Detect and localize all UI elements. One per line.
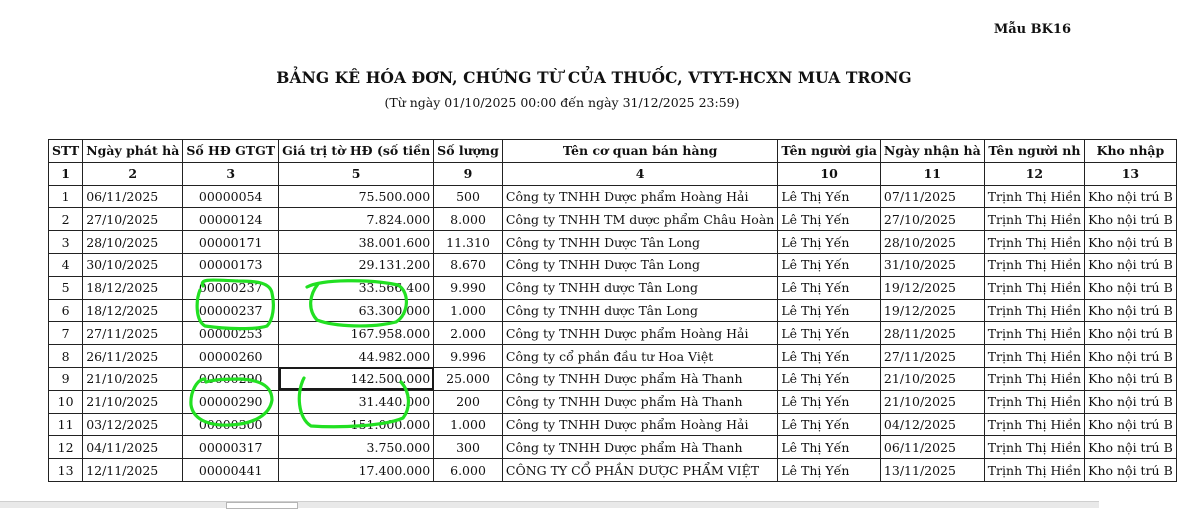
buyer-name-cell[interactable]: Lê Thị Yến [778,299,881,322]
column-number: 3 [183,162,279,185]
table-row [49,208,1177,231]
quantity-cell[interactable]: 6.000 [434,459,503,482]
quantity-cell[interactable]: 8.000 [434,208,503,231]
table-row [49,413,1177,436]
column-header: Tên cơ quan bán hàng [502,140,777,163]
warehouse-cell[interactable]: Kho nội trú B [1085,208,1177,231]
invoice-value-cell[interactable]: 151.000.000 [279,413,434,436]
invoice-value-cell[interactable]: 142.500.000 [279,367,434,390]
warehouse-cell[interactable]: Kho nội trú B [1085,345,1177,368]
invoice-table [48,139,1177,482]
column-header: Ngày nhận hà [880,140,984,163]
quantity-cell[interactable]: 11.310 [434,231,503,254]
buyer-name-cell[interactable]: Lê Thị Yến [778,185,881,208]
issue-date-cell[interactable]: 27/10/2025 [83,208,183,231]
buyer-name-cell[interactable]: Lê Thị Yến [778,459,881,482]
invoice-value-cell[interactable]: 75.500.000 [279,185,434,208]
quantity-cell[interactable]: 9.996 [434,345,503,368]
quantity-cell[interactable]: 500 [434,185,503,208]
invoice-number-cell[interactable]: 00000260 [183,345,279,368]
header-row [49,140,1177,163]
stt-cell[interactable]: 12 [49,436,83,459]
seller-name-cell[interactable]: Công ty TNHH TM dược phẩm Châu Hoàn [502,208,777,231]
column-number: 4 [502,162,777,185]
column-header: Tên người nh [984,140,1084,163]
stt-cell[interactable]: 11 [49,413,83,436]
issue-date-cell[interactable]: 26/11/2025 [83,345,183,368]
buyer-name-cell[interactable]: Lê Thị Yến [778,345,881,368]
column-number: 1 [49,162,83,185]
column-number: 2 [83,162,183,185]
warehouse-cell[interactable]: Kho nội trú B [1085,367,1177,390]
stt-cell[interactable]: 4 [49,253,83,276]
receive-date-cell[interactable]: 13/11/2025 [880,459,984,482]
table-row [49,390,1177,413]
receive-date-cell[interactable]: 07/11/2025 [880,185,984,208]
table-row [49,322,1177,345]
receiver-name-cell[interactable]: Trịnh Thị Hiền [984,208,1084,231]
stt-cell[interactable]: 2 [49,208,83,231]
quantity-cell[interactable]: 200 [434,390,503,413]
column-header: Ngày phát hà [83,140,183,163]
issue-date-cell[interactable]: 04/11/2025 [83,436,183,459]
buyer-name-cell[interactable]: Lê Thị Yến [778,208,881,231]
form-code: Mẫu BK16 [993,22,1071,37]
seller-name-cell[interactable]: Công ty TNHH Dược phẩm Hoàng Hải [502,413,777,436]
issue-date-cell[interactable]: 28/10/2025 [83,231,183,254]
warehouse-cell[interactable]: Kho nội trú B [1085,253,1177,276]
seller-name-cell[interactable]: Công ty TNHH Dược phẩm Hoàng Hải [502,322,777,345]
invoice-number-cell[interactable]: 00000124 [183,208,279,231]
seller-name-cell[interactable]: Công ty TNHH Dược phẩm Hà Thanh [502,367,777,390]
issue-date-cell[interactable]: 06/11/2025 [83,185,183,208]
table-row [49,436,1177,459]
invoice-number-cell[interactable]: 00000171 [183,231,279,254]
receive-date-cell[interactable]: 28/11/2025 [880,322,984,345]
table-row [49,345,1177,368]
invoice-value-cell[interactable]: 44.982.000 [279,345,434,368]
column-number: 12 [984,162,1084,185]
stt-cell[interactable]: 5 [49,276,83,299]
column-number-row [49,162,1177,185]
invoice-number-cell[interactable]: 00000441 [183,459,279,482]
column-number: 13 [1085,162,1177,185]
column-header: Tên người gia [778,140,881,163]
horizontal-scrollbar[interactable] [0,501,1099,508]
stt-cell[interactable]: 6 [49,299,83,322]
seller-name-cell[interactable]: CÔNG TY CỔ PHẦN DƯỢC PHẨM VIỆT [502,459,777,482]
report-title: BẢNG KÊ HÓA ĐƠN, CHỨNG TỪ CỦA THUỐC, VTYT-HCXN MUA TRONG [276,68,912,87]
receive-date-cell[interactable]: 27/11/2025 [880,345,984,368]
invoice-number-cell[interactable]: 00000290 [183,390,279,413]
receiver-name-cell[interactable]: Trịnh Thị Hiền [984,459,1084,482]
invoice-value-cell[interactable]: 3.750.000 [279,436,434,459]
receiver-name-cell[interactable]: Trịnh Thị Hiền [984,436,1084,459]
buyer-name-cell[interactable]: Lê Thị Yến [778,390,881,413]
receive-date-cell[interactable]: 27/10/2025 [880,208,984,231]
receive-date-cell[interactable]: 31/10/2025 [880,253,984,276]
invoice-value-cell[interactable]: 38.001.600 [279,231,434,254]
buyer-name-cell[interactable]: Lê Thị Yến [778,436,881,459]
issue-date-cell[interactable]: 12/11/2025 [83,459,183,482]
column-header: Số lượng [434,140,503,163]
buyer-name-cell[interactable]: Lê Thị Yến [778,253,881,276]
invoice-number-cell[interactable]: 00000173 [183,253,279,276]
stt-cell[interactable]: 7 [49,322,83,345]
issue-date-cell[interactable]: 21/10/2025 [83,367,183,390]
invoice-value-cell[interactable]: 29.131.200 [279,253,434,276]
receive-date-cell[interactable]: 04/12/2025 [880,413,984,436]
invoice-number-cell[interactable]: 00000237 [183,276,279,299]
receive-date-cell[interactable]: 19/12/2025 [880,276,984,299]
column-header: STT [49,140,83,163]
table-row [49,276,1177,299]
warehouse-cell[interactable]: Kho nội trú B [1085,436,1177,459]
warehouse-cell[interactable]: Kho nội trú B [1085,185,1177,208]
table-row [49,459,1177,482]
receive-date-cell[interactable]: 21/10/2025 [880,390,984,413]
invoice-value-cell[interactable]: 167.958.000 [279,322,434,345]
quantity-cell[interactable]: 2.000 [434,322,503,345]
buyer-name-cell[interactable]: Lê Thị Yến [778,276,881,299]
table-row [49,185,1177,208]
seller-name-cell[interactable]: Công ty TNHH Dược phẩm Hà Thanh [502,390,777,413]
seller-name-cell[interactable]: Công ty TNHH Dược phẩm Hoàng Hải [502,185,777,208]
quantity-cell[interactable]: 8.670 [434,253,503,276]
issue-date-cell[interactable]: 27/11/2025 [83,322,183,345]
seller-name-cell[interactable]: Công ty TNHH dược Tân Long [502,276,777,299]
invoice-number-cell[interactable]: 00000253 [183,322,279,345]
invoice-value-cell[interactable]: 33.566.400 [279,276,434,299]
seller-name-cell[interactable]: Công ty TNHH dược Tân Long [502,299,777,322]
warehouse-cell[interactable]: Kho nội trú B [1085,322,1177,345]
invoice-number-cell[interactable]: 00000317 [183,436,279,459]
receiver-name-cell[interactable]: Trịnh Thị Hiền [984,413,1084,436]
receiver-name-cell[interactable]: Trịnh Thị Hiền [984,299,1084,322]
warehouse-cell[interactable]: Kho nội trú B [1085,390,1177,413]
receiver-name-cell[interactable]: Trịnh Thị Hiền [984,345,1084,368]
buyer-name-cell[interactable]: Lê Thị Yến [778,367,881,390]
receiver-name-cell[interactable]: Trịnh Thị Hiền [984,390,1084,413]
buyer-name-cell[interactable]: Lê Thị Yến [778,322,881,345]
buyer-name-cell[interactable]: Lê Thị Yến [778,413,881,436]
receiver-name-cell[interactable]: Trịnh Thị Hiền [984,322,1084,345]
column-number: 10 [778,162,881,185]
column-header: Số HĐ GTGT [183,140,279,163]
stt-cell[interactable]: 3 [49,231,83,254]
column-number: 9 [434,162,503,185]
scrollbar-thumb[interactable] [226,502,298,509]
invoice-number-cell[interactable]: 00000300 [183,413,279,436]
receive-date-cell[interactable]: 19/12/2025 [880,299,984,322]
invoice-number-cell[interactable]: 00000237 [183,299,279,322]
quantity-cell[interactable]: 1.000 [434,299,503,322]
invoice-value-cell[interactable]: 7.824.000 [279,208,434,231]
column-number: 11 [880,162,984,185]
seller-name-cell[interactable]: Công ty TNHH Dược Tân Long [502,253,777,276]
invoice-number-cell[interactable]: 00000290 [183,367,279,390]
stt-cell[interactable]: 10 [49,390,83,413]
table-row [49,253,1177,276]
issue-date-cell[interactable]: 03/12/2025 [83,413,183,436]
column-header: Kho nhập [1085,140,1177,163]
receiver-name-cell[interactable]: Trịnh Thị Hiền [984,231,1084,254]
quantity-cell[interactable]: 9.990 [434,276,503,299]
warehouse-cell[interactable]: Kho nội trú B [1085,276,1177,299]
invoice-value-cell[interactable]: 31.440.000 [279,390,434,413]
stt-cell[interactable]: 9 [49,367,83,390]
receiver-name-cell[interactable]: Trịnh Thị Hiền [984,276,1084,299]
table-row [49,367,1177,390]
column-number: 5 [279,162,434,185]
warehouse-cell[interactable]: Kho nội trú B [1085,413,1177,436]
issue-date-cell[interactable]: 21/10/2025 [83,390,183,413]
quantity-cell[interactable]: 1.000 [434,413,503,436]
buyer-name-cell[interactable]: Lê Thị Yến [778,231,881,254]
invoice-value-cell[interactable]: 17.400.000 [279,459,434,482]
warehouse-cell[interactable]: Kho nội trú B [1085,231,1177,254]
quantity-cell[interactable]: 300 [434,436,503,459]
invoice-value-cell[interactable]: 63.300.000 [279,299,434,322]
issue-date-cell[interactable]: 18/12/2025 [83,276,183,299]
warehouse-cell[interactable]: Kho nội trú B [1085,459,1177,482]
receive-date-cell[interactable]: 21/10/2025 [880,367,984,390]
receive-date-cell[interactable]: 28/10/2025 [880,231,984,254]
receiver-name-cell[interactable]: Trịnh Thị Hiền [984,367,1084,390]
seller-name-cell[interactable]: Công ty TNHH Dược phẩm Hà Thanh [502,436,777,459]
quantity-cell[interactable]: 25.000 [434,367,503,390]
stt-cell[interactable]: 13 [49,459,83,482]
stt-cell[interactable]: 1 [49,185,83,208]
receiver-name-cell[interactable]: Trịnh Thị Hiền [984,253,1084,276]
stt-cell[interactable]: 8 [49,345,83,368]
issue-date-cell[interactable]: 18/12/2025 [83,299,183,322]
receive-date-cell[interactable]: 06/11/2025 [880,436,984,459]
seller-name-cell[interactable]: Công ty TNHH Dược Tân Long [502,231,777,254]
table-row [49,299,1177,322]
receiver-name-cell[interactable]: Trịnh Thị Hiền [984,185,1084,208]
invoice-number-cell[interactable]: 00000054 [183,185,279,208]
issue-date-cell[interactable]: 30/10/2025 [83,253,183,276]
report-subtitle: (Từ ngày 01/10/2025 00:00 đến ngày 31/12/2025 23:59) [384,95,740,110]
seller-name-cell[interactable]: Công ty cổ phần đầu tư Hoa Việt [502,345,777,368]
table-row [49,231,1177,254]
column-header: Giá trị tờ HĐ (số tiền [279,140,434,163]
warehouse-cell[interactable]: Kho nội trú B [1085,299,1177,322]
